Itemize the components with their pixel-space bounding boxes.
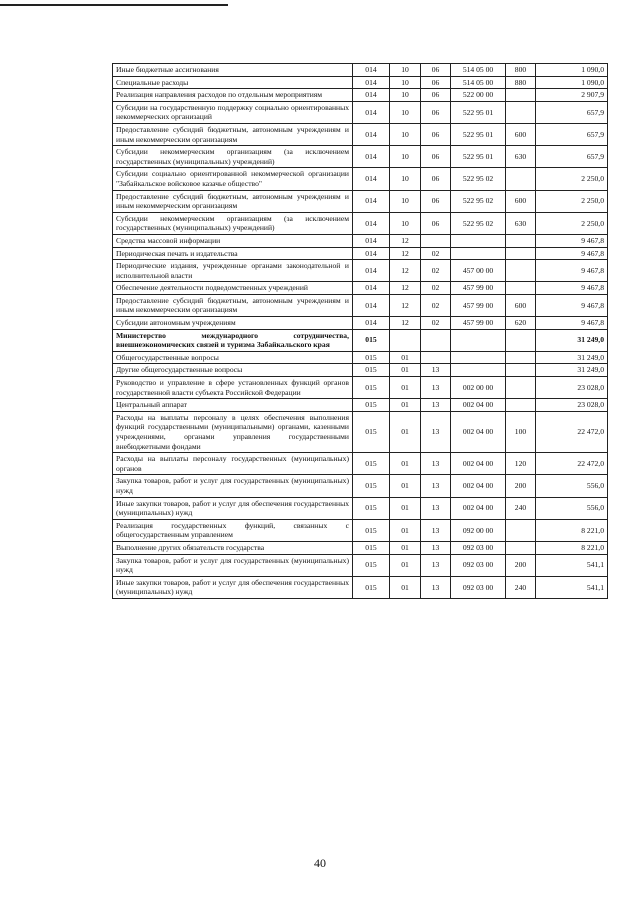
- section-code-cell: 01: [390, 411, 421, 452]
- expense-name-cell: Периодическая печать и издательства: [113, 247, 353, 260]
- target-article-cell: 522 95 02: [451, 190, 506, 212]
- section-code-cell: [390, 329, 421, 351]
- target-article-cell: 522 00 00: [451, 89, 506, 102]
- subsection-code-cell: 06: [421, 89, 451, 102]
- amount-cell: 8 221,0: [536, 541, 608, 554]
- amount-cell: 9 467,8: [536, 282, 608, 295]
- section-code-cell: 01: [390, 497, 421, 519]
- ministry-code-cell: 014: [353, 247, 390, 260]
- subsection-code-cell: 06: [421, 123, 451, 145]
- expense-type-cell: 100: [506, 411, 536, 452]
- table-row: [113, 317, 608, 330]
- table-row: [113, 576, 608, 598]
- section-code-cell: 01: [390, 576, 421, 598]
- ministry-code-cell: 015: [353, 554, 390, 576]
- amount-cell: 22 472,0: [536, 453, 608, 475]
- amount-cell: 1 090,0: [536, 76, 608, 89]
- table-row: [113, 101, 608, 123]
- expense-name-cell: Общегосударственные вопросы: [113, 351, 353, 364]
- subsection-code-cell: 13: [421, 377, 451, 399]
- section-code-cell: 01: [390, 541, 421, 554]
- subsection-code-cell: 13: [421, 554, 451, 576]
- subsection-code-cell: 06: [421, 76, 451, 89]
- expense-name-cell: Закупка товаров, работ и услуг для государственных (муниципальных) нужд: [113, 475, 353, 497]
- expense-name-cell: Министерство международного сотрудничества, внешнеэкономических связей и туризма Забайкальского края: [113, 329, 353, 351]
- section-code-cell: 10: [390, 146, 421, 168]
- budget-table-container: [112, 63, 607, 599]
- target-article-cell: 514 05 00: [451, 64, 506, 77]
- ministry-code-cell: 014: [353, 123, 390, 145]
- table-row: [113, 247, 608, 260]
- amount-cell: 9 467,8: [536, 247, 608, 260]
- expense-type-cell: [506, 377, 536, 399]
- ministry-code-cell: 014: [353, 234, 390, 247]
- expense-type-cell: 120: [506, 453, 536, 475]
- header-rule: [0, 4, 228, 6]
- expense-type-cell: [506, 168, 536, 190]
- amount-cell: 657,9: [536, 123, 608, 145]
- target-article-cell: [451, 329, 506, 351]
- amount-cell: 23 028,0: [536, 377, 608, 399]
- table-row: [113, 453, 608, 475]
- subsection-code-cell: 13: [421, 541, 451, 554]
- expense-type-cell: [506, 234, 536, 247]
- target-article-cell: 522 95 02: [451, 212, 506, 234]
- amount-cell: 2 250,0: [536, 212, 608, 234]
- table-row: [113, 64, 608, 77]
- expense-name-cell: Средства массовой информации: [113, 234, 353, 247]
- page-number: 40: [314, 856, 326, 870]
- section-code-cell: 10: [390, 64, 421, 77]
- expense-type-cell: 240: [506, 576, 536, 598]
- section-code-cell: 10: [390, 168, 421, 190]
- table-row: [113, 411, 608, 452]
- expense-type-cell: [506, 89, 536, 102]
- section-code-cell: 12: [390, 294, 421, 316]
- target-article-cell: 457 99 00: [451, 317, 506, 330]
- expense-type-cell: [506, 247, 536, 260]
- target-article-cell: [451, 351, 506, 364]
- section-code-cell: 12: [390, 247, 421, 260]
- amount-cell: 31 249,0: [536, 351, 608, 364]
- expense-name-cell: Специальные расходы: [113, 76, 353, 89]
- table-row: [113, 190, 608, 212]
- target-article-cell: 092 00 00: [451, 519, 506, 541]
- amount-cell: 9 467,8: [536, 317, 608, 330]
- table-row: [113, 364, 608, 377]
- subsection-code-cell: 06: [421, 64, 451, 77]
- section-code-cell: 01: [390, 399, 421, 412]
- section-code-cell: 10: [390, 76, 421, 89]
- subsection-code-cell: 06: [421, 146, 451, 168]
- expense-type-cell: [506, 364, 536, 377]
- expense-name-cell: Субсидии автономным учреждениям: [113, 317, 353, 330]
- expense-name-cell: Предоставление субсидий бюджетным, автономным учреждениям и иным некоммерческим организациям: [113, 294, 353, 316]
- section-code-cell: 10: [390, 123, 421, 145]
- expense-name-cell: Иные закупки товаров, работ и услуг для обеспечения государственных (муниципальных) нужд: [113, 497, 353, 519]
- subsection-code-cell: 06: [421, 212, 451, 234]
- expense-type-cell: 630: [506, 212, 536, 234]
- target-article-cell: 457 00 00: [451, 260, 506, 282]
- amount-cell: 2 250,0: [536, 168, 608, 190]
- target-article-cell: 522 95 01: [451, 101, 506, 123]
- table-row: [113, 554, 608, 576]
- subsection-code-cell: [421, 351, 451, 364]
- expense-type-cell: 880: [506, 76, 536, 89]
- target-article-cell: 002 04 00: [451, 411, 506, 452]
- expense-name-cell: Центральный аппарат: [113, 399, 353, 412]
- table-row: [113, 89, 608, 102]
- table-row: [113, 146, 608, 168]
- section-code-cell: 01: [390, 475, 421, 497]
- subsection-code-cell: 02: [421, 282, 451, 295]
- amount-cell: 9 467,8: [536, 234, 608, 247]
- table-row: [113, 260, 608, 282]
- table-row: [113, 377, 608, 399]
- amount-cell: 31 249,0: [536, 364, 608, 377]
- subsection-code-cell: [421, 329, 451, 351]
- ministry-code-cell: 014: [353, 64, 390, 77]
- ministry-code-cell: 014: [353, 294, 390, 316]
- ministry-code-cell: 015: [353, 453, 390, 475]
- ministry-code-cell: 015: [353, 377, 390, 399]
- table-row: [113, 351, 608, 364]
- ministry-code-cell: 014: [353, 168, 390, 190]
- section-code-cell: 12: [390, 234, 421, 247]
- expense-type-cell: 620: [506, 317, 536, 330]
- section-code-cell: 01: [390, 519, 421, 541]
- section-code-cell: 10: [390, 101, 421, 123]
- amount-cell: 31 249,0: [536, 329, 608, 351]
- target-article-cell: 002 04 00: [451, 399, 506, 412]
- expense-type-cell: 600: [506, 123, 536, 145]
- ministry-code-cell: 015: [353, 411, 390, 452]
- budget-table-body: [113, 64, 608, 599]
- ministry-code-cell: 014: [353, 317, 390, 330]
- ministry-code-cell: 014: [353, 146, 390, 168]
- target-article-cell: 457 99 00: [451, 282, 506, 295]
- expense-type-cell: 600: [506, 190, 536, 212]
- section-code-cell: 01: [390, 364, 421, 377]
- subsection-code-cell: 13: [421, 364, 451, 377]
- expense-type-cell: [506, 351, 536, 364]
- expense-name-cell: Периодические издания, учрежденные органами законодательной и исполнительной власти: [113, 260, 353, 282]
- expense-name-cell: Другие общегосударственные вопросы: [113, 364, 353, 377]
- target-article-cell: 002 00 00: [451, 377, 506, 399]
- table-row: [113, 541, 608, 554]
- target-article-cell: [451, 247, 506, 260]
- expense-type-cell: [506, 260, 536, 282]
- amount-cell: 541,1: [536, 554, 608, 576]
- subsection-code-cell: 13: [421, 399, 451, 412]
- table-row: [113, 497, 608, 519]
- expense-name-cell: Иные бюджетные ассигнования: [113, 64, 353, 77]
- ministry-code-cell: 014: [353, 282, 390, 295]
- expense-name-cell: Иные закупки товаров, работ и услуг для обеспечения государственных (муниципальных) нужд: [113, 576, 353, 598]
- expense-type-cell: 200: [506, 475, 536, 497]
- expense-type-cell: [506, 541, 536, 554]
- expense-name-cell: Закупка товаров, работ и услуг для государственных (муниципальных) нужд: [113, 554, 353, 576]
- amount-cell: 556,0: [536, 497, 608, 519]
- table-row: [113, 519, 608, 541]
- section-code-cell: 01: [390, 351, 421, 364]
- ministry-code-cell: 015: [353, 519, 390, 541]
- target-article-cell: 002 04 00: [451, 475, 506, 497]
- amount-cell: 1 090,0: [536, 64, 608, 77]
- table-row: [113, 399, 608, 412]
- expense-type-cell: [506, 399, 536, 412]
- budget-table: [112, 63, 608, 599]
- ministry-code-cell: 014: [353, 89, 390, 102]
- target-article-cell: 522 95 02: [451, 168, 506, 190]
- section-code-cell: 10: [390, 212, 421, 234]
- table-row: [113, 329, 608, 351]
- expense-name-cell: Реализация направления расходов по отдельным мероприятиям: [113, 89, 353, 102]
- ministry-code-cell: 015: [353, 399, 390, 412]
- subsection-code-cell: 13: [421, 475, 451, 497]
- table-row: [113, 76, 608, 89]
- expense-name-cell: Выполнение других обязательств государства: [113, 541, 353, 554]
- target-article-cell: 522 95 01: [451, 146, 506, 168]
- subsection-code-cell: 02: [421, 317, 451, 330]
- amount-cell: 23 028,0: [536, 399, 608, 412]
- expense-type-cell: 800: [506, 64, 536, 77]
- target-article-cell: 092 03 00: [451, 541, 506, 554]
- section-code-cell: 10: [390, 190, 421, 212]
- amount-cell: 9 467,8: [536, 294, 608, 316]
- ministry-code-cell: 015: [353, 541, 390, 554]
- subsection-code-cell: 13: [421, 453, 451, 475]
- table-row: [113, 123, 608, 145]
- ministry-code-cell: 015: [353, 576, 390, 598]
- amount-cell: 22 472,0: [536, 411, 608, 452]
- ministry-code-cell: 015: [353, 364, 390, 377]
- subsection-code-cell: 02: [421, 247, 451, 260]
- table-row: [113, 234, 608, 247]
- target-article-cell: 002 04 00: [451, 497, 506, 519]
- ministry-code-cell: 014: [353, 76, 390, 89]
- section-code-cell: 01: [390, 554, 421, 576]
- subsection-code-cell: 02: [421, 294, 451, 316]
- expense-name-cell: Обеспечение деятельности подведомственных учреждений: [113, 282, 353, 295]
- table-row: [113, 282, 608, 295]
- section-code-cell: 12: [390, 260, 421, 282]
- expense-name-cell: Субсидии на государственную поддержку социально ориентированных некоммерческих организаций: [113, 101, 353, 123]
- amount-cell: 541,1: [536, 576, 608, 598]
- target-article-cell: 514 05 00: [451, 76, 506, 89]
- ministry-code-cell: 014: [353, 212, 390, 234]
- target-article-cell: 092 03 00: [451, 554, 506, 576]
- amount-cell: 2 250,0: [536, 190, 608, 212]
- target-article-cell: [451, 234, 506, 247]
- expense-type-cell: [506, 329, 536, 351]
- expense-name-cell: Руководство и управление в сфере установленных функций органов государственной власти субъекта Российской Федерации: [113, 377, 353, 399]
- subsection-code-cell: 06: [421, 168, 451, 190]
- expense-type-cell: [506, 519, 536, 541]
- section-code-cell: 12: [390, 282, 421, 295]
- ministry-code-cell: 015: [353, 351, 390, 364]
- ministry-code-cell: 014: [353, 101, 390, 123]
- ministry-code-cell: 015: [353, 475, 390, 497]
- amount-cell: 8 221,0: [536, 519, 608, 541]
- subsection-code-cell: 13: [421, 576, 451, 598]
- table-row: [113, 475, 608, 497]
- expense-type-cell: [506, 101, 536, 123]
- ministry-code-cell: 014: [353, 190, 390, 212]
- expense-name-cell: Реализация государственных функций, связанных с общегосударственным управлением: [113, 519, 353, 541]
- ministry-code-cell: 015: [353, 329, 390, 351]
- ministry-code-cell: 015: [353, 497, 390, 519]
- expense-type-cell: [506, 282, 536, 295]
- amount-cell: 2 907,9: [536, 89, 608, 102]
- expense-type-cell: 600: [506, 294, 536, 316]
- subsection-code-cell: 13: [421, 411, 451, 452]
- target-article-cell: 522 95 01: [451, 123, 506, 145]
- subsection-code-cell: 13: [421, 497, 451, 519]
- amount-cell: 9 467,8: [536, 260, 608, 282]
- expense-type-cell: 630: [506, 146, 536, 168]
- expense-name-cell: Субсидии некоммерческим организациям (за исключением государственных (муниципальных) учреждений): [113, 212, 353, 234]
- expense-name-cell: Предоставление субсидий бюджетным, автономным учреждениям и иным некоммерческим организациям: [113, 123, 353, 145]
- section-code-cell: 12: [390, 317, 421, 330]
- subsection-code-cell: [421, 234, 451, 247]
- amount-cell: 657,9: [536, 101, 608, 123]
- amount-cell: 657,9: [536, 146, 608, 168]
- section-code-cell: 01: [390, 453, 421, 475]
- expense-name-cell: Субсидии некоммерческим организациям (за исключением государственных (муниципальных) учреждений): [113, 146, 353, 168]
- ministry-code-cell: 014: [353, 260, 390, 282]
- table-row: [113, 294, 608, 316]
- target-article-cell: [451, 364, 506, 377]
- amount-cell: 556,0: [536, 475, 608, 497]
- section-code-cell: 01: [390, 377, 421, 399]
- target-article-cell: 092 03 00: [451, 576, 506, 598]
- expense-type-cell: 200: [506, 554, 536, 576]
- target-article-cell: 457 99 00: [451, 294, 506, 316]
- table-row: [113, 168, 608, 190]
- table-row: [113, 212, 608, 234]
- expense-type-cell: 240: [506, 497, 536, 519]
- section-code-cell: 10: [390, 89, 421, 102]
- subsection-code-cell: 13: [421, 519, 451, 541]
- subsection-code-cell: 06: [421, 101, 451, 123]
- expense-name-cell: Расходы на выплаты персоналу государственных (муниципальных) органов: [113, 453, 353, 475]
- subsection-code-cell: 02: [421, 260, 451, 282]
- expense-name-cell: Расходы на выплаты персоналу в целях обеспечения выполнения функций государственными (муниципальными) органами, казенными учреждениями, органами управления государственными внебюджетными фондами: [113, 411, 353, 452]
- subsection-code-cell: 06: [421, 190, 451, 212]
- expense-name-cell: Предоставление субсидий бюджетным, автономным учреждениям и иным некоммерческим организациям: [113, 190, 353, 212]
- expense-name-cell: Субсидии социально ориентированной некоммерческой организации "Забайкальское войсковое казачье общество": [113, 168, 353, 190]
- target-article-cell: 002 04 00: [451, 453, 506, 475]
